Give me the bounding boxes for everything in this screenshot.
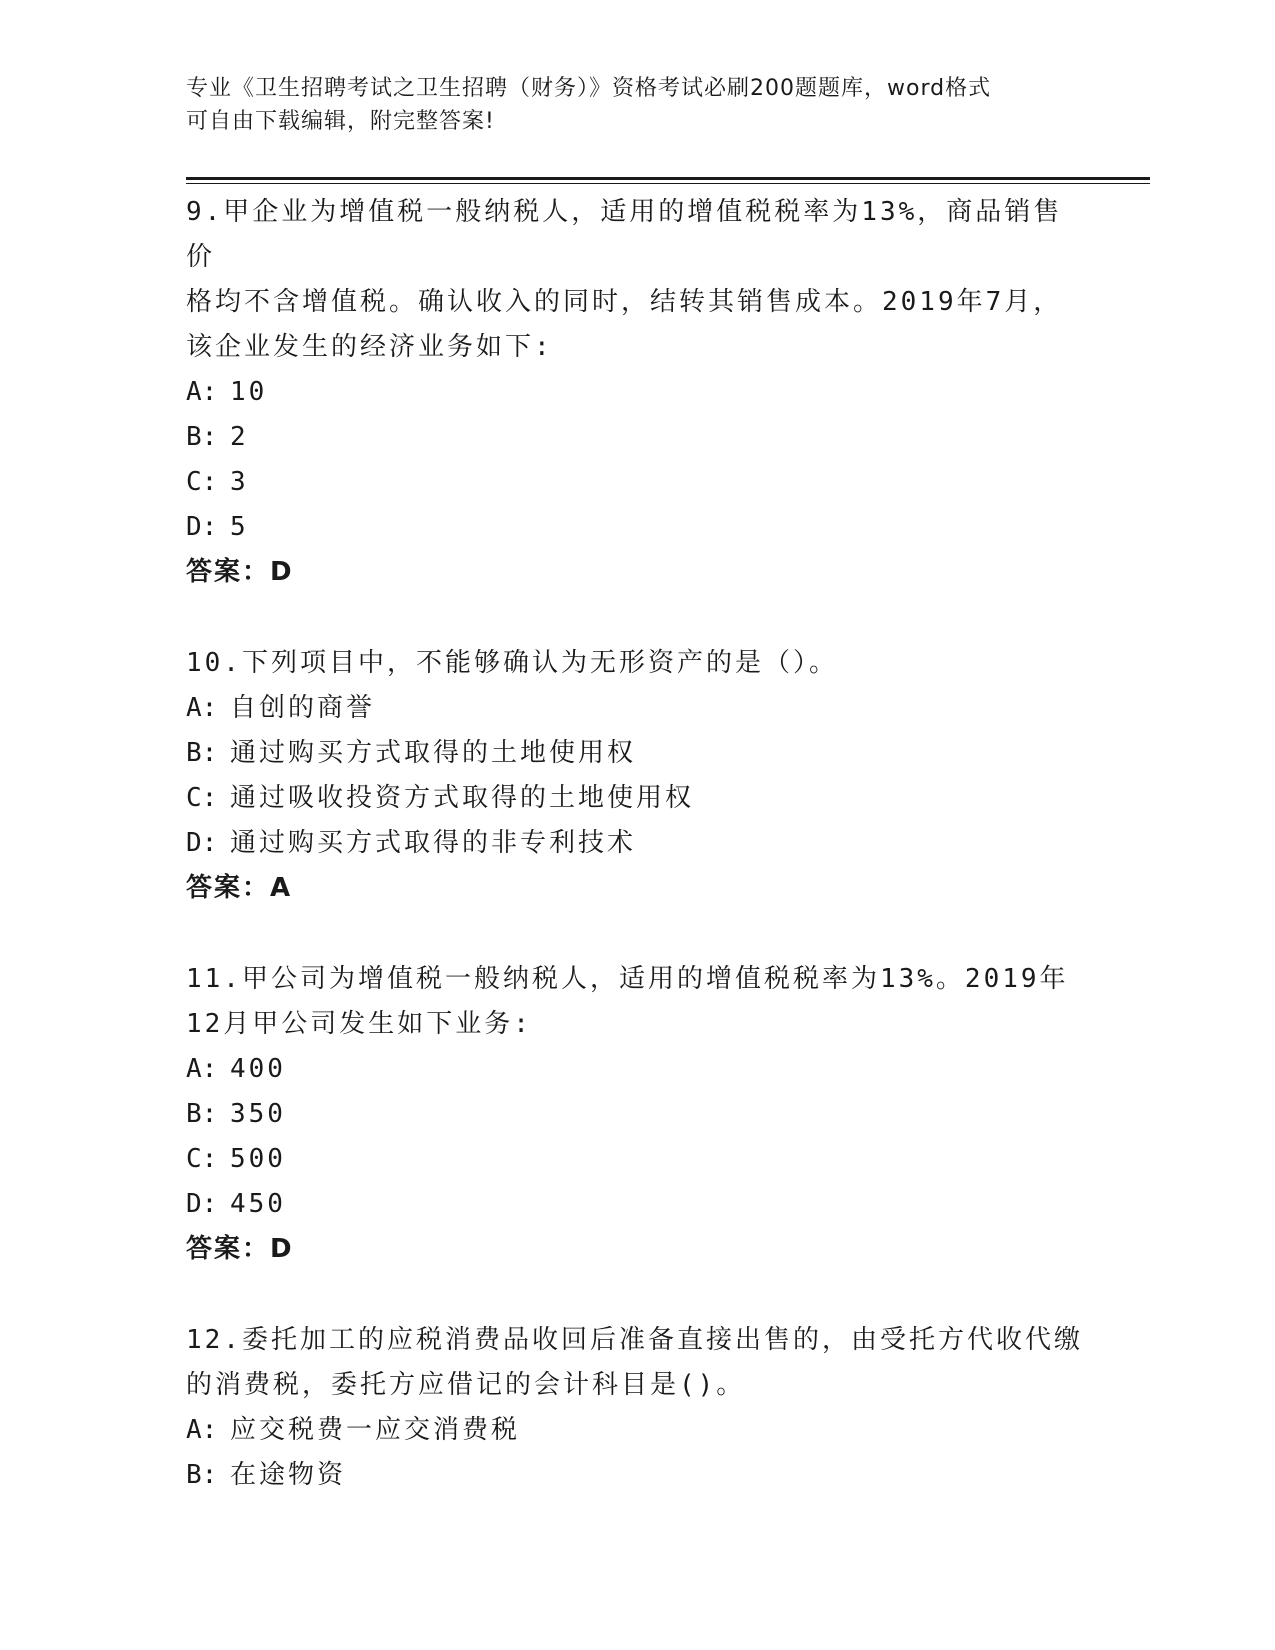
question-10 — [186, 641, 1086, 911]
option-c — [186, 460, 1086, 505]
option-text: 3 — [230, 467, 249, 497]
option-key: B: — [186, 1099, 218, 1129]
question-12 — [186, 1318, 1086, 1498]
question-list — [186, 190, 1086, 1498]
document-header — [186, 72, 1086, 138]
option-d — [186, 821, 1086, 866]
option-text: 在途物资 — [230, 1460, 347, 1490]
question-stem-line: 格均不含增值税。确认收入的同时，结转其销售成本。2019年7月， — [186, 287, 1063, 317]
question-gap — [186, 911, 1086, 957]
option-key: B: — [186, 1460, 218, 1490]
question-stem-line: 10.下列项目中，不能够确认为无形资产的是（）。 — [186, 648, 838, 678]
option-text: 450 — [230, 1189, 286, 1219]
option-text: 应交税费一应交消费税 — [230, 1415, 521, 1445]
answer-line: 答案：A — [186, 873, 293, 903]
question-stem-line: 该企业发生的经济业务如下: — [186, 332, 553, 362]
option-b — [186, 415, 1086, 460]
option-key: D: — [186, 512, 218, 542]
option-key: C: — [186, 1144, 218, 1174]
option-text: 500 — [230, 1144, 286, 1174]
option-key: D: — [186, 828, 218, 858]
option-b — [186, 1453, 1086, 1498]
option-key: A: — [186, 693, 218, 723]
option-d — [186, 505, 1086, 550]
option-c — [186, 1137, 1086, 1182]
option-text: 400 — [230, 1054, 286, 1084]
option-text: 350 — [230, 1099, 286, 1129]
option-key: A: — [186, 377, 218, 407]
option-a — [186, 1408, 1086, 1453]
question-stem-line: 9.甲企业为增值税一般纳税人，适用的增值税税率为13%，商品销售价 — [186, 197, 1063, 272]
header-line-1: 专业《卫生招聘考试之卫生招聘（财务）》资格考试必刷200题题库，word格式 — [186, 76, 992, 101]
option-text: 通过购买方式取得的非专利技术 — [230, 828, 637, 858]
question-gap — [186, 595, 1086, 641]
option-a — [186, 1047, 1086, 1092]
option-key: C: — [186, 783, 218, 813]
header-line-2: 可自由下载编辑，附完整答案! — [186, 109, 495, 134]
option-key: A: — [186, 1054, 218, 1084]
answer-line: 答案：D — [186, 1234, 294, 1264]
option-c — [186, 776, 1086, 821]
option-text: 通过购买方式取得的土地使用权 — [230, 738, 637, 768]
header-divider-thin — [186, 183, 1150, 184]
option-key: C: — [186, 467, 218, 497]
option-text: 5 — [230, 512, 249, 542]
question-stem-line: 12月甲公司发生如下业务: — [186, 1009, 532, 1039]
question-11 — [186, 957, 1086, 1272]
question-gap — [186, 1272, 1086, 1318]
option-key: A: — [186, 1415, 218, 1445]
question-stem-line: 12.委托加工的应税消费品收回后准备直接出售的，由受托方代收代缴 — [186, 1325, 1083, 1355]
option-text: 2 — [230, 422, 249, 452]
option-a — [186, 370, 1086, 415]
option-d — [186, 1182, 1086, 1227]
option-text: 10 — [230, 377, 268, 407]
option-key: D: — [186, 1189, 218, 1219]
option-b — [186, 731, 1086, 776]
option-key: B: — [186, 422, 218, 452]
option-b — [186, 1092, 1086, 1137]
option-key: B: — [186, 738, 218, 768]
question-stem-line: 的消费税，委托方应借记的会计科目是()。 — [186, 1370, 746, 1400]
question-stem-line: 11.甲公司为增值税一般纳税人，适用的增值税税率为13%。2019年 — [186, 964, 1069, 994]
option-text: 自创的商誉 — [230, 693, 376, 723]
option-a — [186, 686, 1086, 731]
answer-line: 答案：D — [186, 557, 294, 587]
option-text: 通过吸收投资方式取得的土地使用权 — [230, 783, 695, 813]
question-9 — [186, 190, 1086, 595]
header-divider-thick — [186, 177, 1150, 180]
